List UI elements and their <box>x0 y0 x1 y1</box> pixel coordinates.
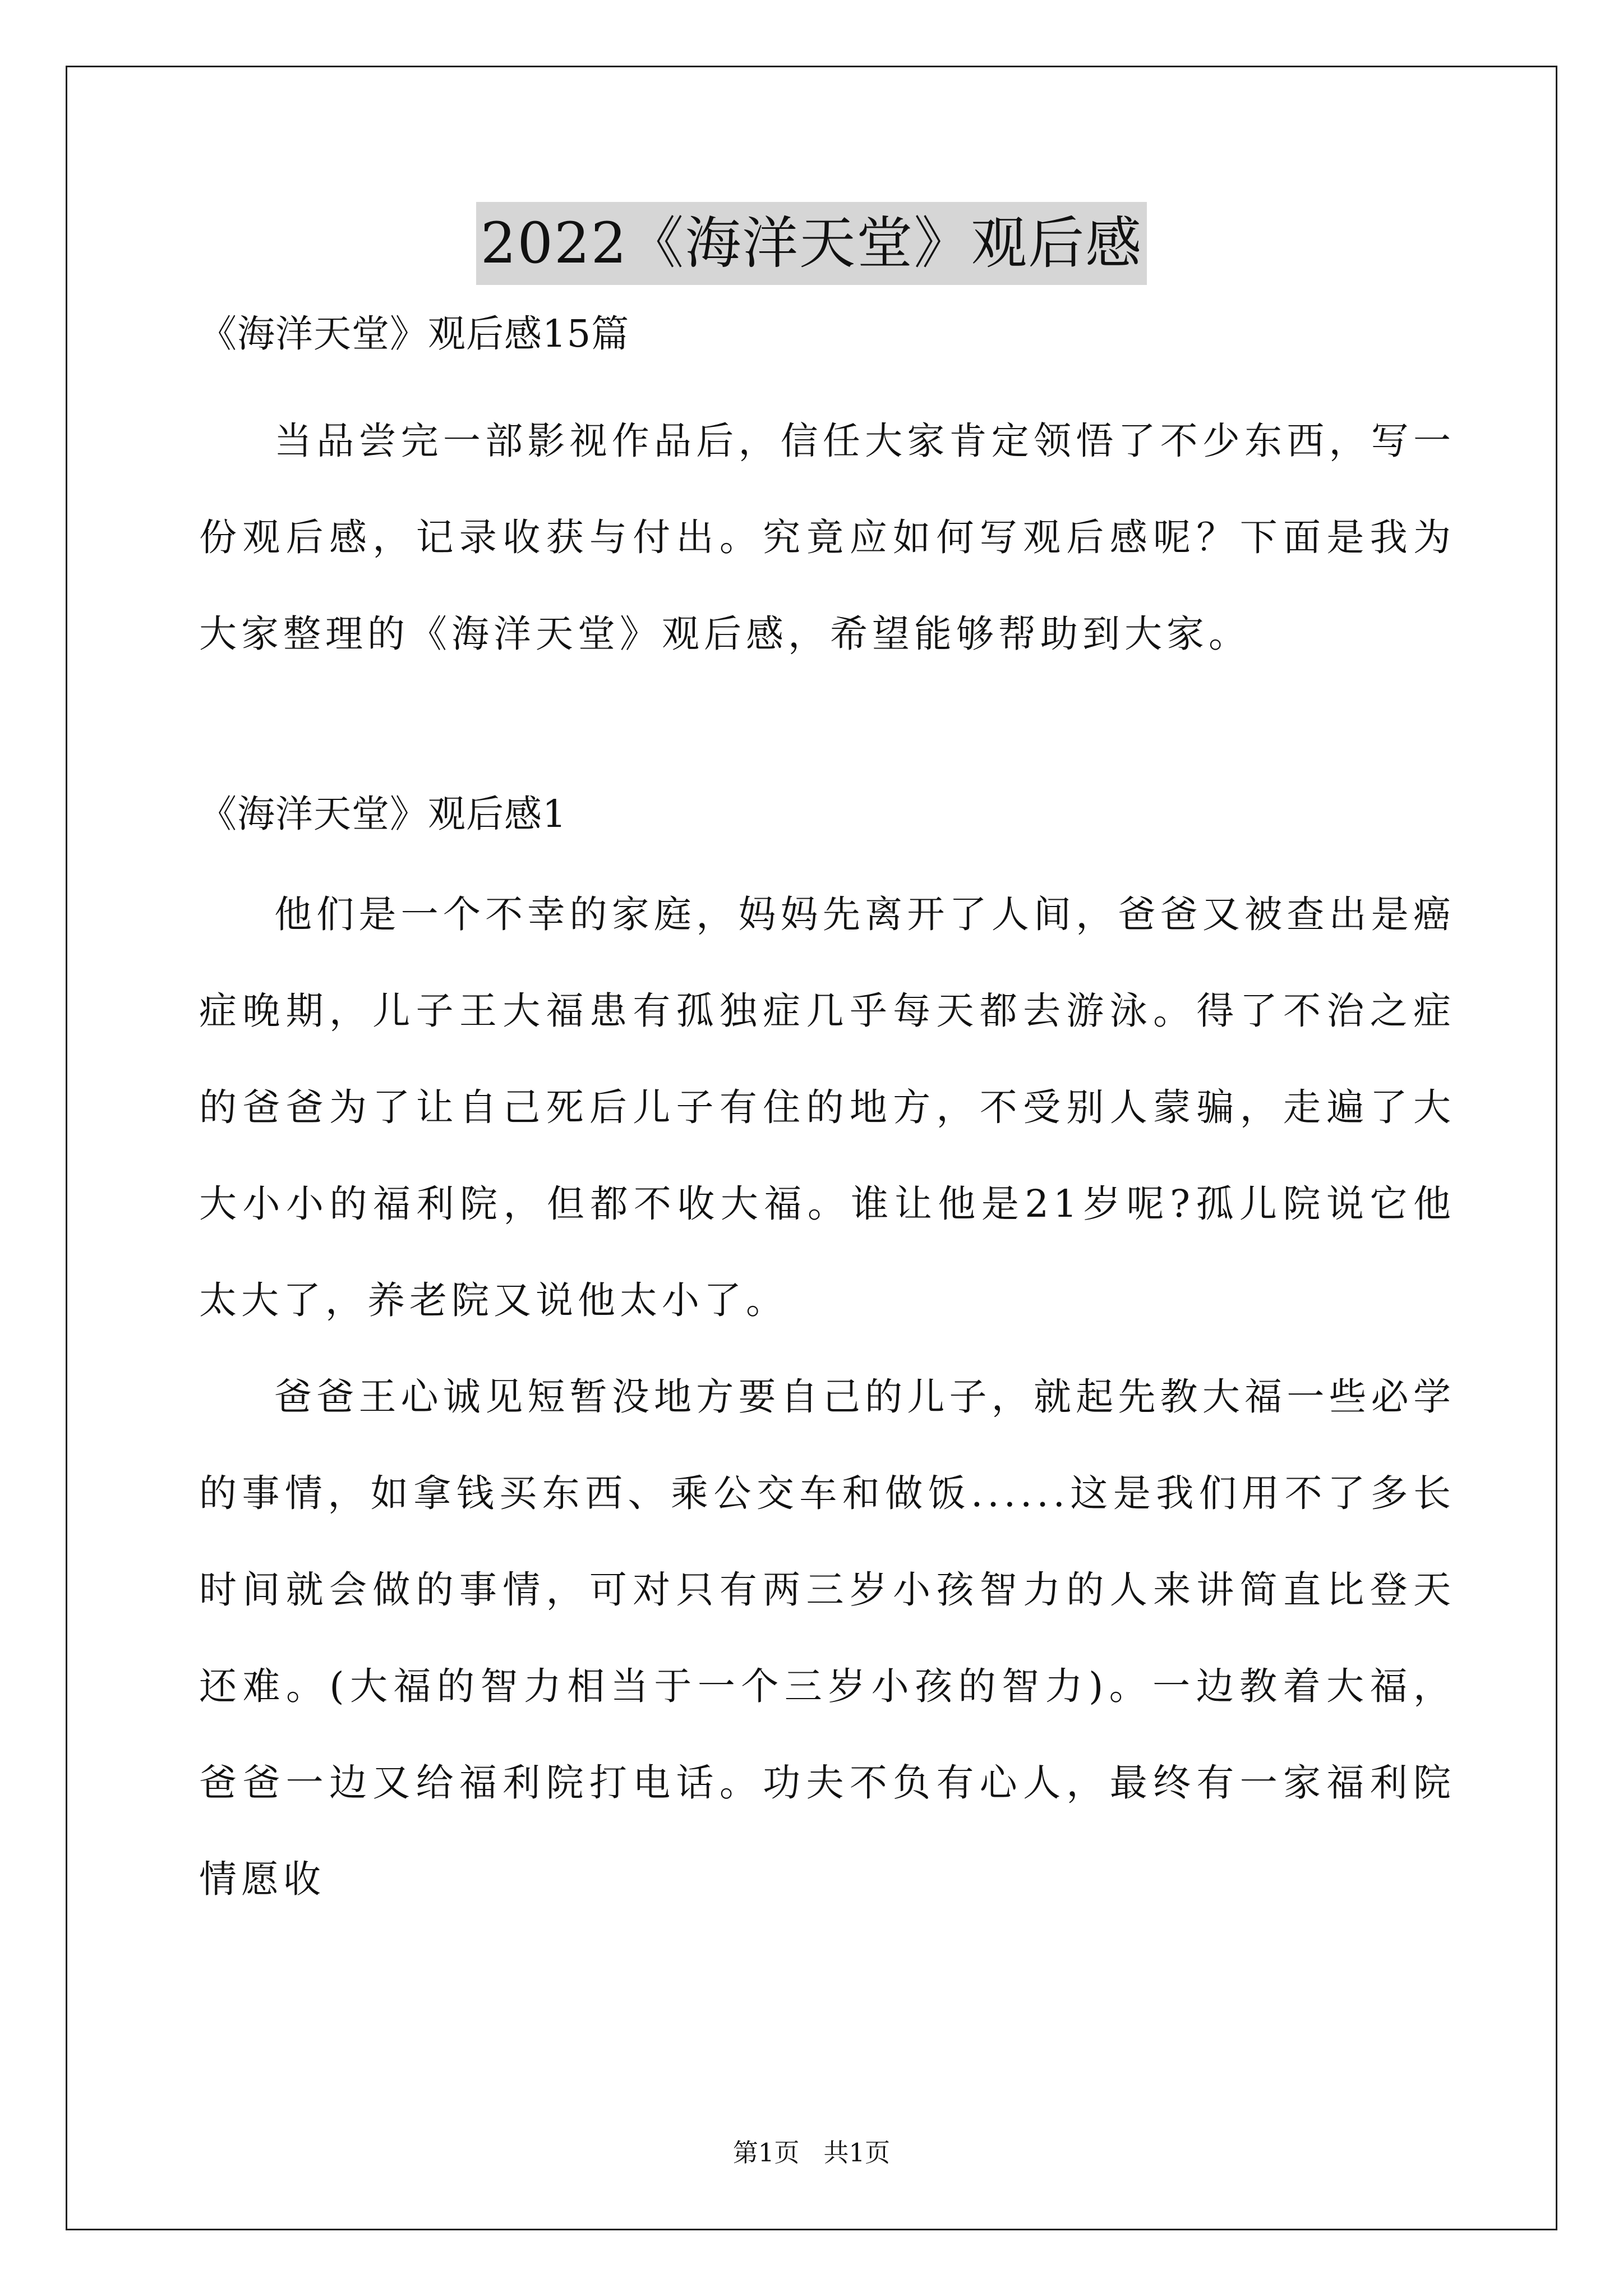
document-subtitle: 《海洋天堂》观后感15篇 <box>199 312 630 356</box>
document-body <box>199 303 1455 1927</box>
body-paragraph-1: 他们是一个不幸的家庭，妈妈先离开了人间，爸爸又被查出是癌症晚期，儿子王大福患有孤独症几乎每天都去游泳。得了不治之症的爸爸为了让自己死后儿子有住的地方，不受别人蒙骗，走遍了大大小小的福利院，但都不收大福。谁让他是21岁呢?孤儿院说它他太大了，养老院又说他太小了。 <box>199 892 1455 1322</box>
title-container <box>0 202 1623 285</box>
body-paragraph-2: 爸爸王心诚见短暂没地方要自己的儿子，就起先教大福一些必学的事情，如拿钱买东西、乘公交车和做饭......这是我们用不了多长时间就会做的事情，可对只有两三岁小孩智力的人来讲简直比登天还难。(大福的智力相当于一个三岁小孩的智力)。一边教着大福，爸爸一边又给福利院打电话。功夫不负有心人，最终有一家福利院情愿收 <box>199 1375 1455 1901</box>
document-title: 2022《海洋天堂》观后感 <box>476 202 1147 285</box>
intro-paragraph: 当品尝完一部影视作品后，信任大家肯定领悟了不少东西，写一份观后感，记录收获与付出。究竟应如何写观后感呢？下面是我为大家整理的《海洋天堂》观后感，希望能够帮助到大家。 <box>199 419 1455 656</box>
section-heading: 《海洋天堂》观后感1 <box>199 792 567 836</box>
page-footer: 第1页 共1页 <box>732 2138 891 2168</box>
